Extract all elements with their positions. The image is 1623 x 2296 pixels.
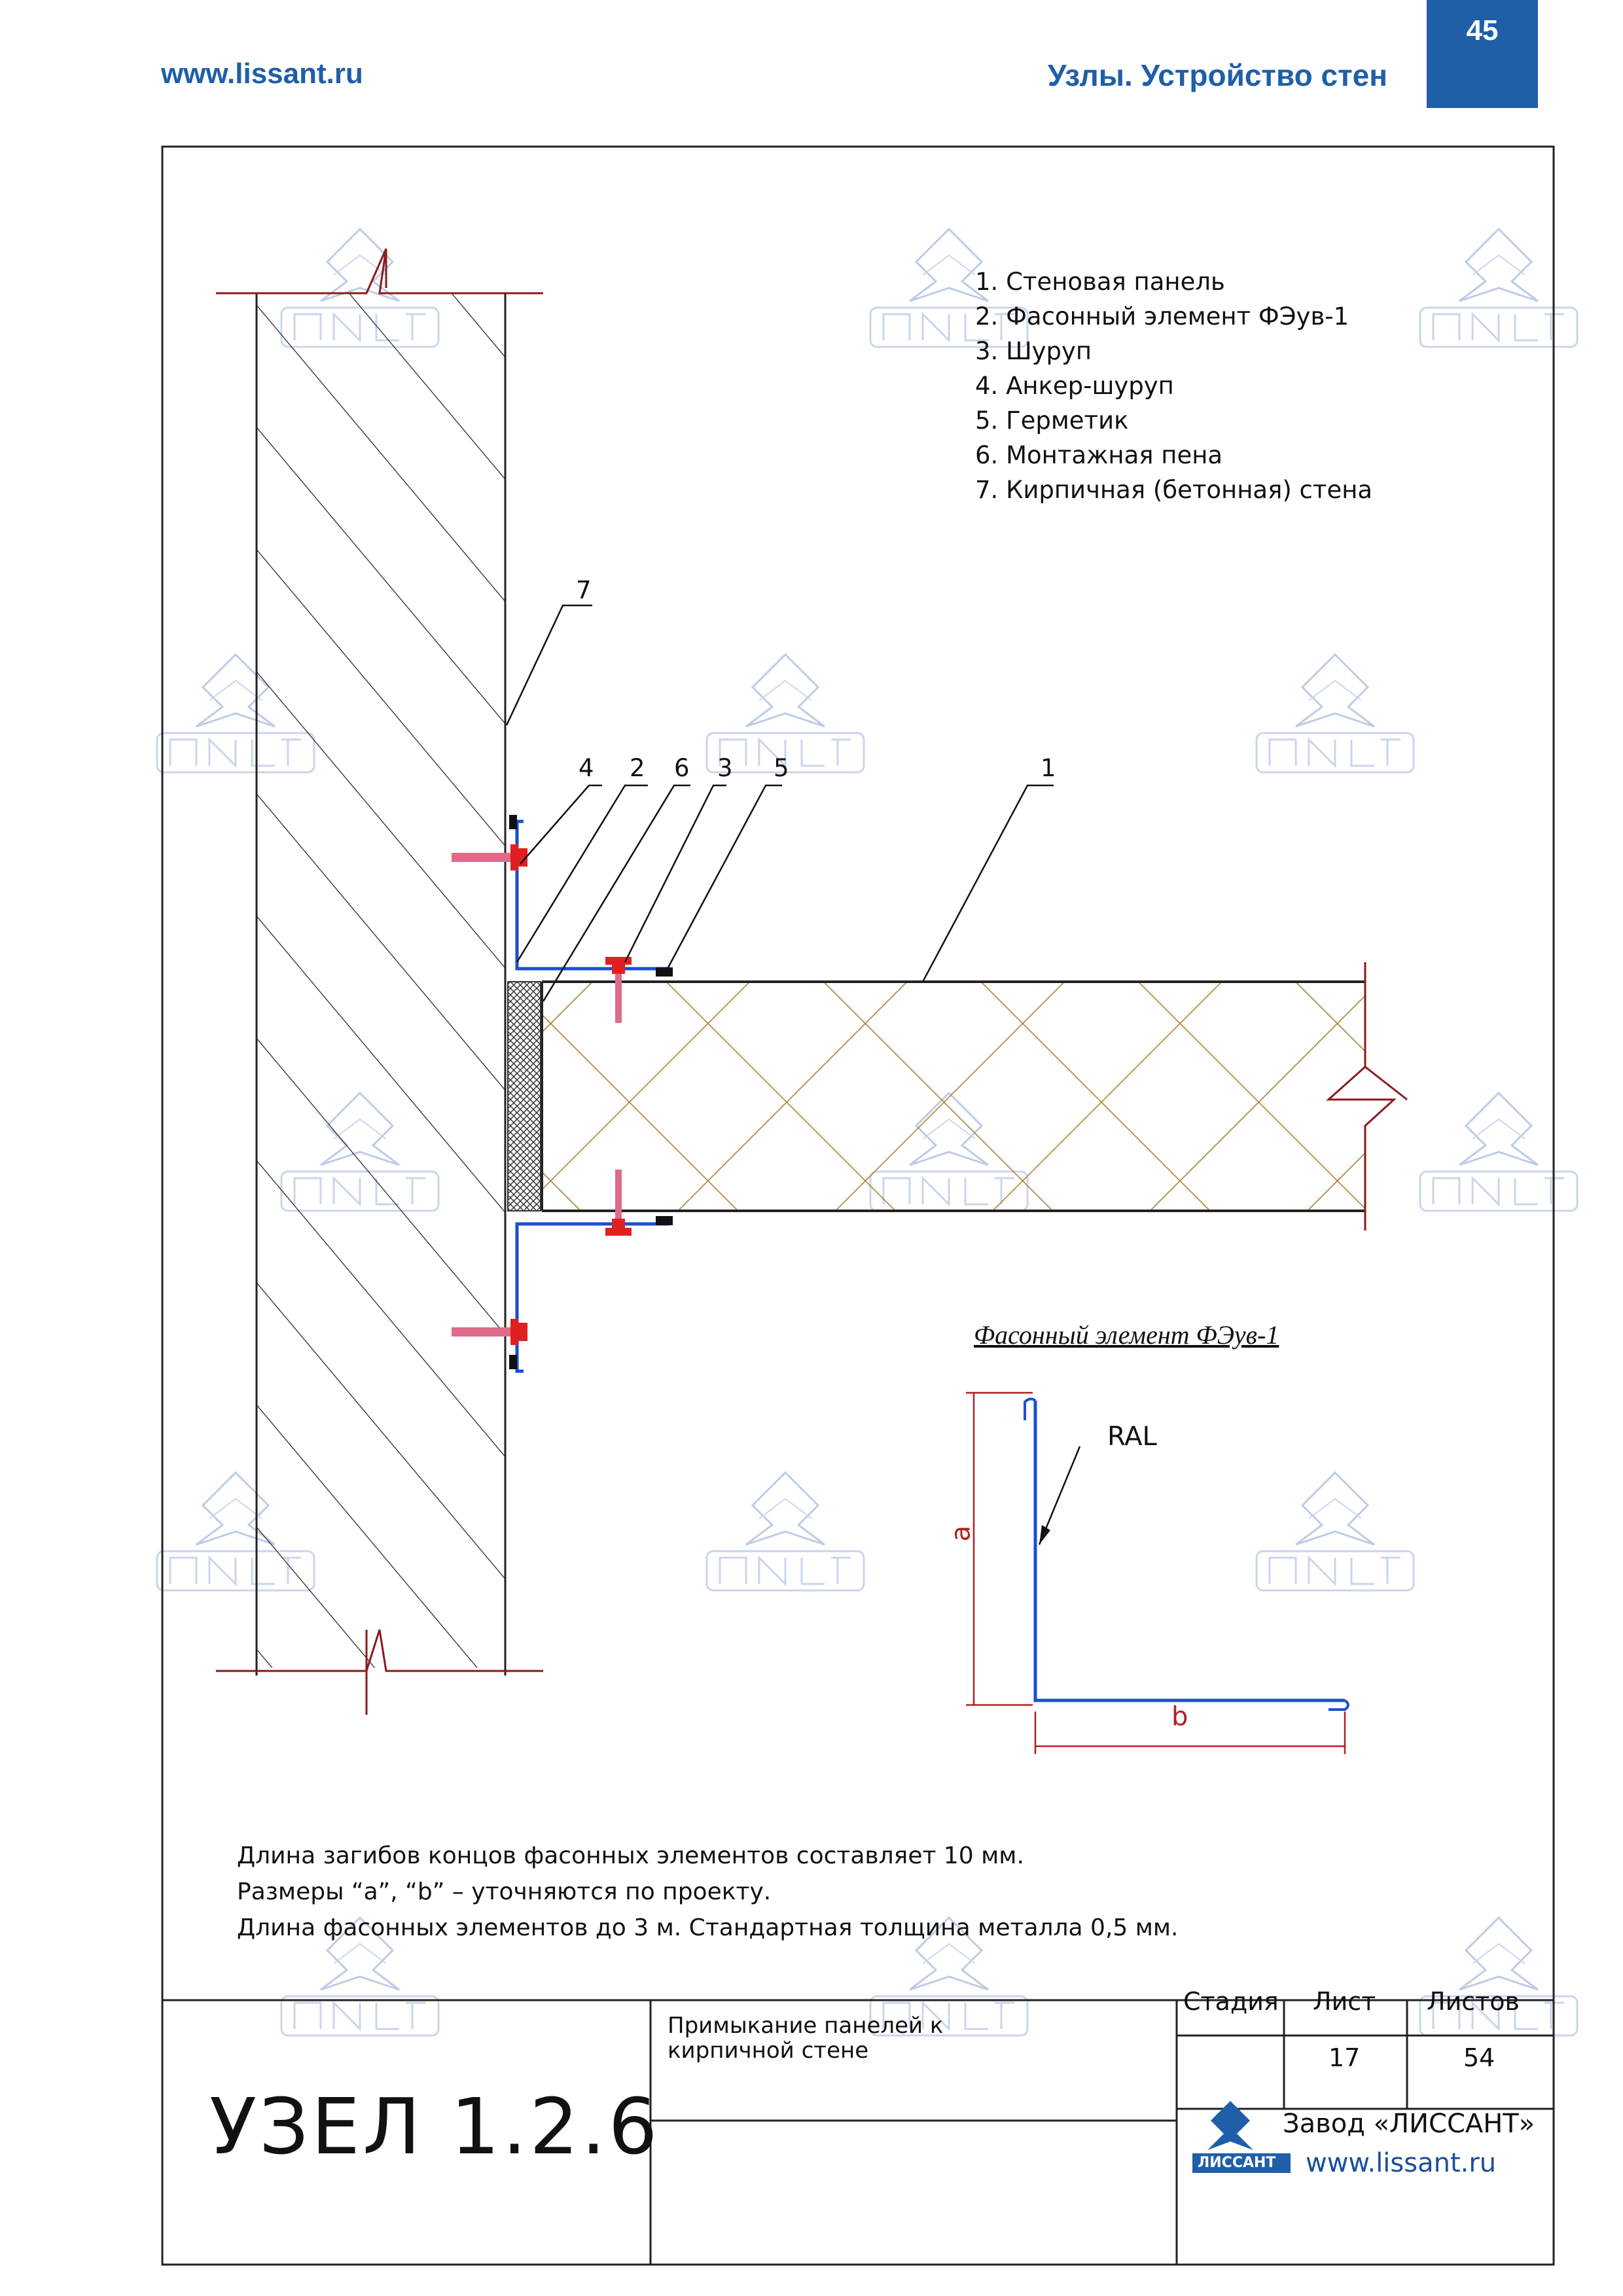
legend-item: 2. Фасонный элемент ФЭув-1 — [975, 302, 1349, 331]
callout-1: 1 — [1041, 754, 1056, 782]
detail-title: Фасонный элемент ФЭув-1 — [974, 1320, 1279, 1350]
dimension-a: a — [946, 1525, 976, 1542]
ral-label: RAL — [1107, 1422, 1157, 1452]
sheets-label: Листов — [1427, 1987, 1520, 2016]
dimension-b: b — [1171, 1702, 1188, 1732]
node-title: УЗЕЛ 1.2.6 — [209, 2081, 660, 2172]
note-line: Длина фасонных элементов до 3 м. Стандартная толщина металла 0,5 мм. — [237, 1914, 1179, 1941]
legend-item: 5. Герметик — [975, 406, 1129, 435]
legend-item: 3. Шуруп — [975, 337, 1092, 365]
logo-text: ЛИССАНТ — [1198, 2155, 1276, 2171]
description-line: Примыкание панелей к — [668, 2013, 944, 2039]
callout-4: 4 — [579, 754, 594, 782]
brick-wall — [216, 249, 543, 1715]
callout-7: 7 — [576, 576, 592, 604]
stage-label: Стадия — [1183, 1987, 1279, 2016]
plant-url[interactable]: www.lissant.ru — [1306, 2148, 1497, 2178]
detail-profile — [966, 1393, 1348, 1754]
legend-item: 4. Анкер-шуруп — [975, 372, 1174, 400]
page-number: 45 — [1466, 14, 1499, 46]
plant-name: Завод «ЛИССАНТ» — [1283, 2109, 1535, 2139]
header-title: Узлы. Устройство стен — [1047, 58, 1387, 92]
sheets-value: 54 — [1463, 2043, 1495, 2072]
sheet-value: 17 — [1329, 2043, 1361, 2072]
notes — [237, 1838, 1179, 1946]
callout-6: 6 — [674, 754, 690, 782]
header-site: www.lissant.ru — [161, 58, 363, 90]
legend — [975, 264, 1372, 507]
note-line: Длина загибов концов фасонных элементов составляет 10 мм. — [237, 1842, 1024, 1869]
wall-panel — [542, 962, 1407, 1230]
note-line: Размеры “a”, “b” – уточняются по проекту. — [237, 1878, 772, 1905]
mounting-foam — [508, 982, 541, 1211]
description-line: кирпичной стене — [668, 2037, 869, 2064]
drawing-description — [668, 2013, 943, 2063]
legend-item: 1. Стеновая панель — [975, 268, 1225, 296]
legend-item: 6. Монтажная пена — [975, 441, 1223, 469]
callout-5: 5 — [774, 754, 789, 782]
legend-item: 7. Кирпичная (бетонная) стена — [975, 476, 1373, 504]
callout-leaders — [507, 605, 1054, 1001]
sheet-label: Лист — [1313, 1987, 1376, 2016]
callout-2: 2 — [630, 754, 645, 782]
callout-3: 3 — [717, 754, 733, 782]
